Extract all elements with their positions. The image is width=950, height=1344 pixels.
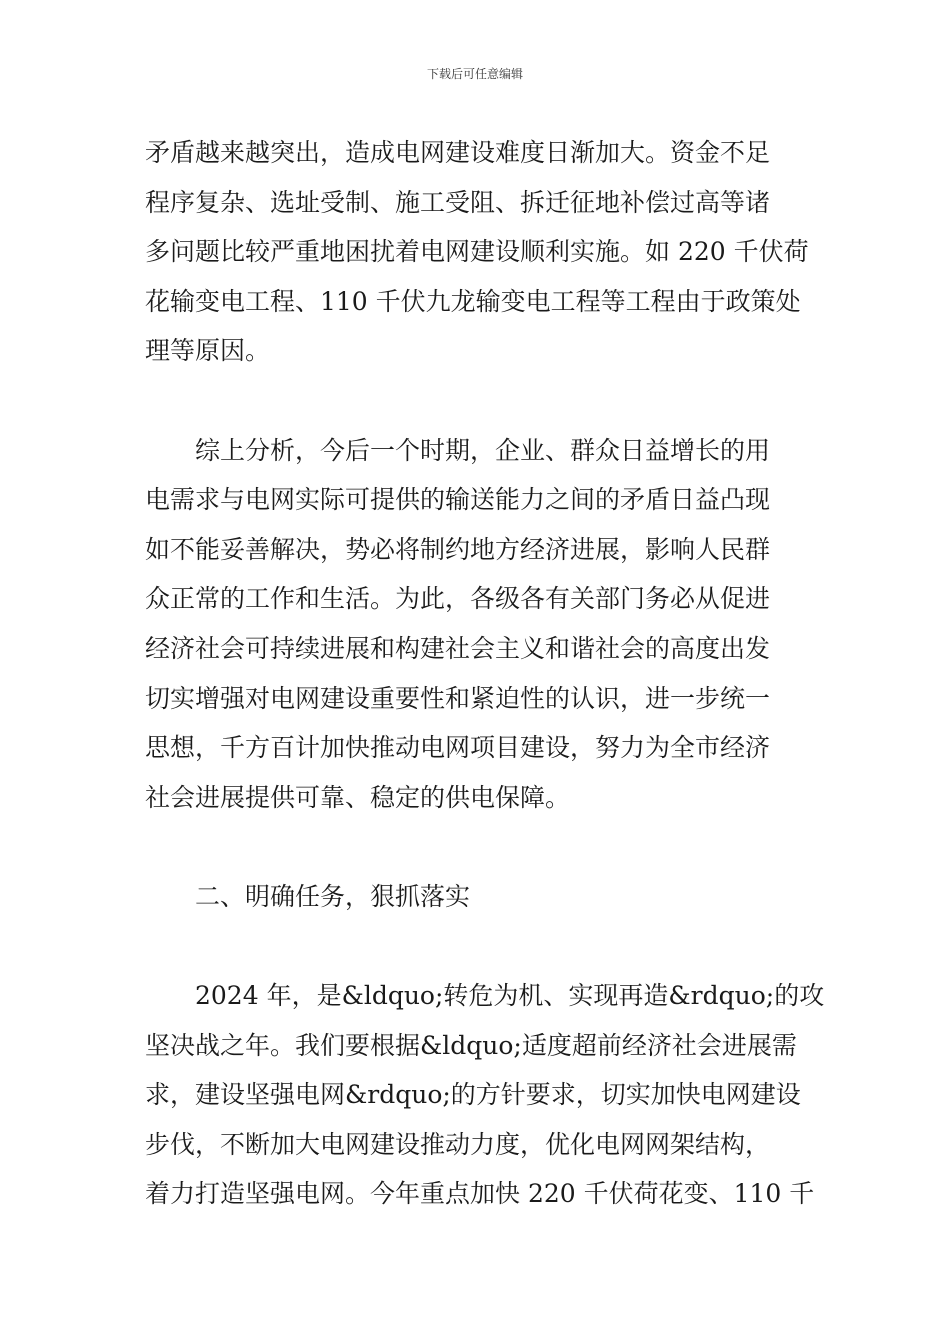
text-line: 综上分析，今后一个时期，企业、群众日益增长的用 (195, 435, 771, 465)
text-line: 着力打造坚强电网。今年重点加快 220 千伏荷花变、110 千 (145, 1179, 815, 1209)
text-line: 矛盾越来越突出，造成电网建设难度日渐加大。资金不足 (145, 138, 771, 167)
text-line: 花输变电工程、110 千伏九龙输变电工程等工程由于政策处 (145, 286, 801, 316)
paragraph-2 (145, 426, 810, 823)
text-line: 程序复杂、选址受制、施工受阻、拆迁征地补偿过高等诸 (145, 187, 771, 217)
paragraph-1 (145, 128, 810, 376)
text-line: 如不能妥善解决，势必将制约地方经济进展，影响人民群 (145, 534, 771, 564)
text-line: 多问题比较严重地困扰着电网建设顺利实施。如 220 千伏荷 (145, 237, 809, 267)
paragraph-gap (145, 922, 810, 972)
text-line: 社会进展提供可靠、稳定的供电保障。 (145, 782, 571, 812)
text-line: 切实增强对电网建设重要性和紧迫性的认识，进一步统一 (145, 683, 771, 713)
text-line: 电需求与电网实际可提供的输送能力之间的矛盾日益凸现 (145, 485, 771, 515)
paragraph-gap (145, 376, 810, 426)
text-line: 理等原因。 (145, 336, 271, 366)
document-body (145, 128, 825, 1219)
text-line: 2024 年，是&ldquo;转危为机、实现再造&rdquo;的攻 (195, 981, 825, 1011)
text-line: 步伐，不断加大电网建设推动力度，优化电网网架结构， (145, 1129, 771, 1159)
text-line: 求，建设坚强电网&rdquo;的方针要求，切实加快电网建设 (145, 1080, 801, 1110)
text-line: 经济社会可持续进展和构建社会主义和谐社会的高度出发 (145, 633, 771, 663)
section-heading-text: 二、明确任务，狠抓落实 (195, 881, 471, 911)
text-line: 坚决战之年。我们要根据&ldquo;适度超前经济社会进展需 (145, 1030, 797, 1060)
paragraph-3 (145, 971, 825, 1219)
paragraph-gap (145, 822, 810, 872)
text-line: 众正常的工作和生活。为此，各级各有关部门务必从促进 (145, 584, 771, 614)
text-line: 思想，千方百计加快推动电网项目建设，努力为全市经济 (145, 733, 771, 763)
section-heading (145, 872, 810, 922)
page-header-note: 下载后可任意编辑 (426, 67, 523, 81)
